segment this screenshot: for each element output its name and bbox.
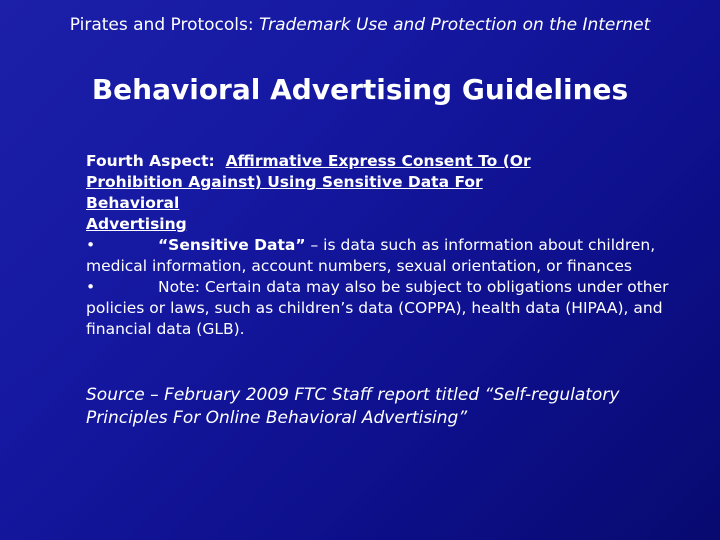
header-subtitle: Trademark Use and Protection on the Internet	[259, 15, 651, 35]
aspect-heading-line-2: Prohibition Against) Using Sensitive Data For	[86, 173, 483, 191]
bullet-text-first: – is data such as information about	[305, 236, 584, 254]
slide-body	[86, 151, 676, 340]
source-citation	[86, 384, 686, 430]
slide-title: Behavioral Advertising Guidelines	[91, 73, 629, 106]
aspect-heading-line-4: Advertising	[86, 215, 187, 233]
source-line-2: Principles For Online Behavioral Advertising”	[86, 408, 468, 428]
bullet-mark: •	[86, 278, 96, 296]
aspect-heading-line-3: Behavioral	[86, 194, 180, 212]
aspect-first-line	[86, 151, 676, 172]
bullet-text-first: Note: Certain data may also be subject to obligations	[158, 278, 572, 296]
header-prefix: Pirates and Protocols:	[69, 15, 254, 35]
bullet-term: “Sensitive Data”	[158, 236, 306, 254]
bullet-text-rest: children, medical information, account numbers, sexual orientation, or finances	[86, 236, 656, 275]
source-line-1: Source – February 2009 FTC Staff report titled “Self-regulatory	[86, 385, 620, 405]
bullet-sensitive-data	[86, 235, 676, 277]
bullet-note	[86, 277, 676, 340]
aspect-label: Fourth Aspect:	[86, 152, 215, 170]
bullet-mark: •	[86, 236, 96, 254]
slide-header	[0, 14, 720, 36]
aspect-heading-line-1: Affirmative Express Consent To (Or	[225, 152, 531, 170]
bullet-text-rest: under other policies or laws, such as children’s data (COPPA), health data (HIPAA), and financial data (GLB).	[86, 278, 669, 338]
